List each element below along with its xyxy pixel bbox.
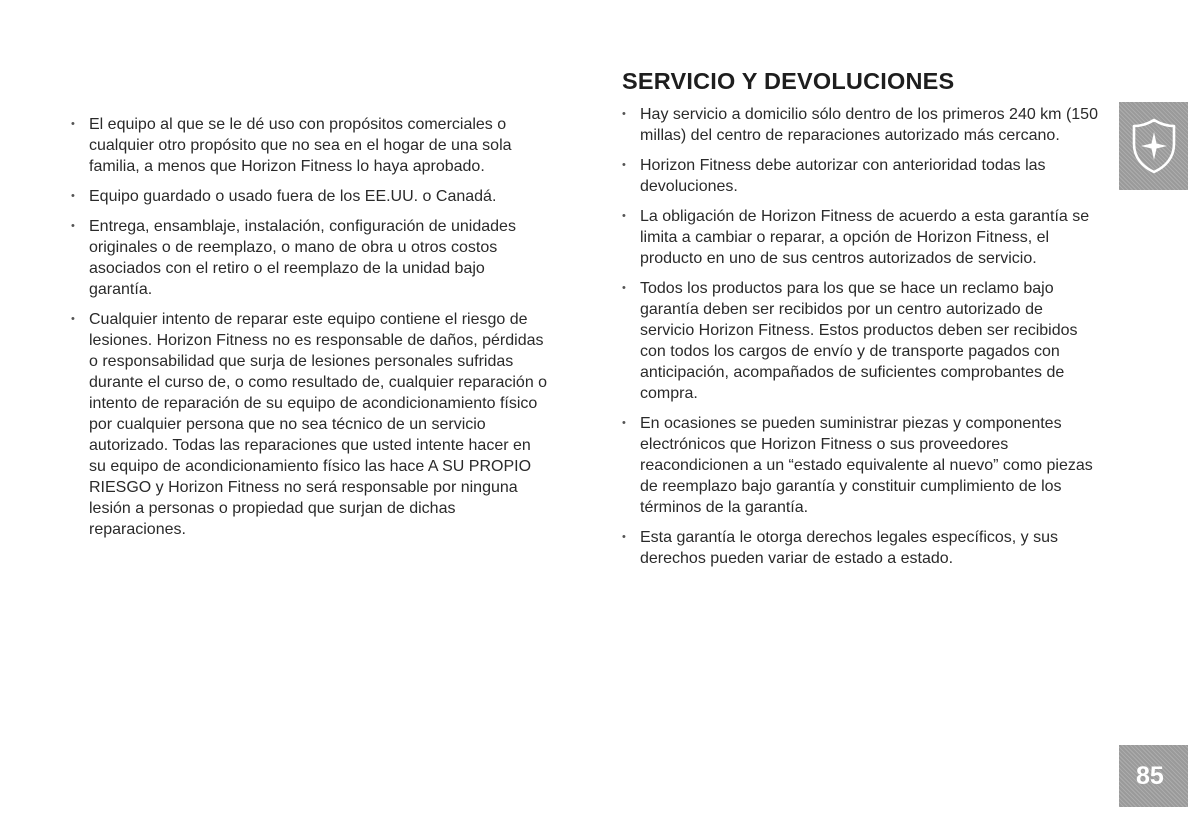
section-title: SERVICIO Y DEVOLUCIONES [622,68,955,94]
list-item: • Entrega, ensamblaje, instalación, configuración de unidades originales o de reemplazo, o mano de obra u otros costos asociados con el retiro o el reemplazo de la unidad bajo garantía. [70,216,550,300]
service-list [621,104,1099,569]
exclusions-list [70,114,550,540]
list-item: • Esta garantía le otorga derechos legales específicos, y sus derechos pueden variar de estado a estado. [621,527,1099,569]
section-tab [1119,102,1188,190]
list-item: • Equipo guardado o usado fuera de los EE.UU. o Canadá. [70,186,550,207]
right-column [621,66,1099,578]
list-item: • Horizon Fitness debe autorizar con anterioridad todas las devoluciones. [621,155,1099,197]
list-item: • Todos los productos para los que se hace un reclamo bajo garantía deben ser recibidos por un centro autorizado de servicio Horizon Fitness. Estos productos deben ser recibidos con todos los cargos de envío y de transporte pagados con anticipación, acompañados de suficientes comprobantes de compra. [621,278,1099,404]
list-item: • El equipo al que se le dé uso con propósitos comerciales o cualquier otro propósito que no sea en el hogar de una sola familia, a menos que Horizon Fitness lo haya aprobado. [70,114,550,177]
left-column [70,114,550,549]
page-number-tab [1119,745,1188,807]
list-item: • Cualquier intento de reparar este equipo contiene el riesgo de lesiones. Horizon Fitness no es responsable de daños, pérdidas o responsabilidad que surja de lesiones personales sufridas durante el curso de, o como resultado de, cualquier reparación o intento de reparación de su equipo de acondicionamiento físico por cualquier persona que no sea técnico de un servicio autorizado. Todas las reparaciones que usted intente hacer en su equipo de acondicionamiento físico las hace A SU PROPIO RIESGO y Horizon Fitness no será responsable por ninguna lesión a personas o propiedad que surjan de dichas reparaciones. [70,309,550,540]
list-item: • En ocasiones se pueden suministrar piezas y componentes electrónicos que Horizon Fitness o sus proveedores reacondicionen a un “estado equivalente al nuevo” como piezas de reemplazo bajo garantía y constituir cumplimiento de los términos de la garantía. [621,413,1099,518]
list-item: • Hay servicio a domicilio sólo dentro de los primeros 240 km (150 millas) del centro de reparaciones autorizado más cercano. [621,104,1099,146]
list-item: • La obligación de Horizon Fitness de acuerdo a esta garantía se limita a cambiar o reparar, a opción de Horizon Fitness, el producto en uno de sus centros autorizados de servicio. [621,206,1099,269]
shield-icon [1131,118,1177,174]
page-number: 85 [1136,761,1164,790]
